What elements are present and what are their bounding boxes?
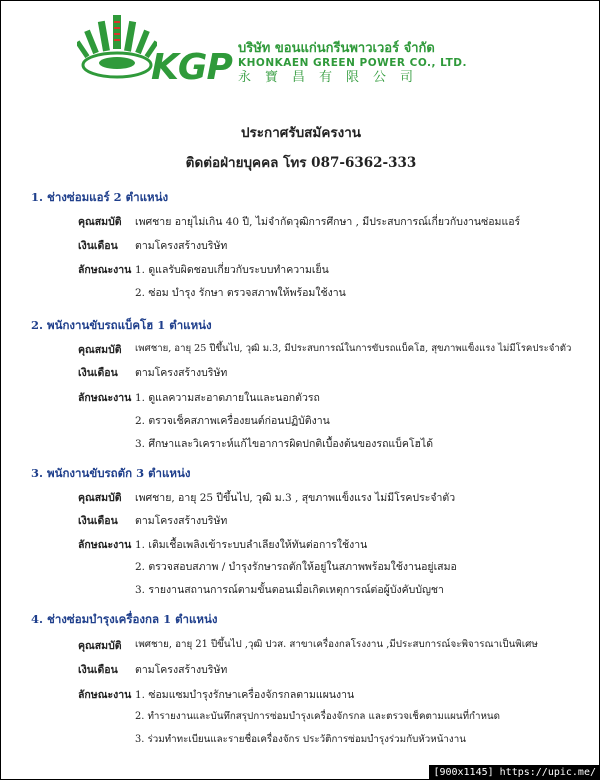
duty-item: 2. ทำรายงานและบันทึกสรุปการซ่อมบำรุงเครื่องจักรกล และตรวจเช็คตามแผนที่กำหนด (135, 711, 500, 722)
contact-line: ติดต่อฝ่ายบุคคล โทร 087-6362-333 (185, 155, 417, 171)
salary-text: ตามโครงสร้างบริษัท (135, 240, 228, 252)
company-name-thai: บริษัท ขอนแก่นกรีนพาวเวอร์ จำกัด (238, 41, 435, 56)
company-name-chinese: 永寶昌有限公司 (238, 70, 428, 85)
position-heading: 3. พนักงานขับรถตัก 3 ตำแหน่ง (31, 466, 191, 480)
duties-label: ลักษณะงาน (78, 689, 132, 701)
company-name-english: KHONKAEN GREEN POWER CO., LTD. (238, 57, 467, 69)
duty-item: 1. เติมเชื้อเพลิงเข้าระบบลำเลียงให้ทันต่อการใช้งาน (135, 539, 368, 551)
position-heading: 4. ช่างซ่อมบำรุงเครื่องกล 1 ตำแหน่ง (31, 612, 218, 626)
qualification-text: เพศชาย อายุไม่เกิน 40 ปี, ไม่จำกัดวุฒิการศึกษา , มีประสบการณ์เกี่ยวกับงานซ่อมแอร์ (135, 216, 521, 228)
duty-item: 3. ร่วมทำทะเบียนและรายชื่อเครื่องจักร ประวัติการซ่อมบำรุงร่วมกับหัวหน้างาน (135, 734, 466, 745)
qualification-text: เพศชาย, อายุ 25 ปีขึ้นไป, วุฒิ ม.3, มีประสบการณ์ในการขับรถแบ็คโฮ, สุขภาพแข็งแรง ไม่มีโรคประจำตัว (135, 343, 572, 354)
duties-label: ลักษณะงาน (78, 392, 132, 404)
qualification-label: คุณสมบัติ (78, 216, 122, 228)
qualification-text: เพศชาย, อายุ 21 ปีขึ้นไป ,วุฒิ ปวส. สาขาเครื่องกลโรงงาน ,มีประสบการณ์จะพิจารณาเป็นพิเศษ (135, 639, 538, 650)
logo-wordmark: KGP (151, 47, 232, 88)
qualification-label: คุณสมบัติ (78, 344, 122, 356)
salary-label: เงินเดือน (78, 515, 118, 527)
duty-item: 2. ซ่อม บำรุง รักษา ตรวจสภาพให้พร้อมใช้งาน (135, 287, 346, 299)
salary-text: ตามโครงสร้างบริษัท (135, 664, 228, 676)
duty-item: 2. ตรวจสอบสภาพ / บำรุงรักษารถตักให้อยู่ในสภาพพร้อมใช้งานอยู่เสมอ (135, 561, 457, 573)
salary-label: เงินเดือน (78, 664, 118, 676)
duties-label: ลักษณะงาน (78, 264, 132, 276)
salary-label: เงินเดือน (78, 367, 118, 379)
qualification-text: เพศชาย, อายุ 25 ปีขึ้นไป, วุฒิ ม.3 , สุขภาพแข็งแรง ไม่มีโรคประจำตัว (135, 492, 456, 504)
duty-item: 1. ซ่อมแซมบำรุงรักษาเครื่องจักรกลตามแผนงาน (135, 689, 355, 701)
duty-item: 2. ตรวจเช็คสภาพเครื่องยนต์ก่อนปฏิบัติงาน (135, 415, 330, 427)
salary-text: ตามโครงสร้างบริษัท (135, 515, 228, 527)
company-name-block (238, 41, 467, 86)
duty-item: 3. ศึกษาและวิเคราะห์แก้ไขอาการผิดปกติเบื้องต้นของรถแบ็คโฮได้ (135, 438, 434, 450)
duty-item: 1. ดูแลรับผิดชอบเกี่ยวกับระบบทำความเย็น (135, 264, 329, 276)
salary-label: เงินเดือน (78, 240, 118, 252)
image-host-watermark: [900x1145] https://upic.me/ (429, 765, 600, 780)
duty-item: 3. รายงานสถานการณ์ตามขั้นตอนเมื่อเกิดเหตุการณ์ต่อผู้บังคับบัญชา (135, 584, 444, 596)
duties-label: ลักษณะงาน (78, 539, 132, 551)
position-heading: 2. พนักงานขับรถแบ็คโฮ 1 ตำแหน่ง (31, 318, 212, 332)
duty-item: 1. ดูแลความสะอาดภายในและนอกตัวรถ (135, 392, 320, 404)
salary-text: ตามโครงสร้างบริษัท (135, 367, 228, 379)
page-title: ประกาศรับสมัครงาน (240, 125, 362, 141)
qualification-label: คุณสมบัติ (78, 492, 122, 504)
position-heading: 1. ช่างซ่อมแอร์ 2 ตำแหน่ง (31, 190, 169, 204)
qualification-label: คุณสมบัติ (78, 640, 122, 652)
kgp-logo-icon (77, 13, 157, 91)
